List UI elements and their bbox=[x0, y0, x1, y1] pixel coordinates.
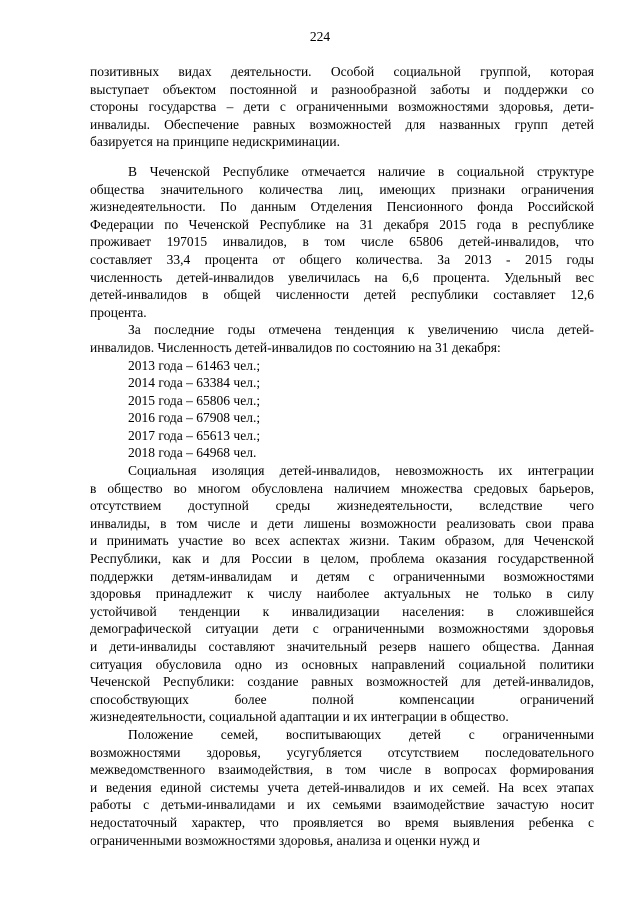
text-line: и ведения единой системы учета детей-инвалидов и их семей. На всех этапах bbox=[90, 779, 594, 795]
document-body bbox=[90, 63, 594, 849]
text-line: Республики, как и для России в целом, проблема оказания государственной bbox=[90, 551, 594, 567]
text-line: детей-инвалидов в общей численности детей республики составляет 12,6 bbox=[90, 287, 594, 303]
text-line: Чеченской Республики: создание равных возможностей для детей-инвалидов, bbox=[90, 674, 594, 690]
text-line: инвалиды. Обеспечение равных возможностей для названных групп детей bbox=[90, 116, 594, 132]
paragraph bbox=[90, 321, 594, 356]
text-line: составляет 33,4 процента от общего количества. За 2013 - 2015 годы bbox=[90, 251, 594, 267]
list-item: 2015 года – 65806 чел.; bbox=[128, 392, 261, 408]
text-line: и дети-инвалиды составляют значительный резерв нашего общества. Данная bbox=[90, 639, 594, 654]
text-line: ограниченными возможностями здоровья, анализа и оценки нужд и bbox=[90, 832, 480, 848]
text-line: поддержки детям-инвалидам и детям с ограниченными возможностями bbox=[90, 568, 594, 584]
text-line: жизнедеятельности. По данным Отделения Пенсионного фонда Российской bbox=[90, 199, 594, 215]
text-line: общества значительного количества лиц, имеющих признаки ограничения bbox=[90, 181, 594, 197]
text-line: процента. bbox=[90, 304, 147, 320]
paragraph bbox=[90, 63, 594, 151]
text-line: межведомственного взаимодействия, в том числе в вопросах формирования bbox=[90, 762, 594, 778]
text-line: Социальная изоляция детей-инвалидов, невозможность их интеграции bbox=[128, 463, 594, 479]
paragraph bbox=[90, 462, 594, 726]
text-line: стороны государства – дети с ограниченными возможностями здоровья, дети- bbox=[90, 99, 594, 115]
text-line: недостаточный характер, что проявляется во время выявления ребенка с bbox=[90, 814, 594, 830]
paragraph-gap bbox=[90, 151, 594, 163]
text-line: здоровья принадлежит к числу наиболее актуальных не только в силу bbox=[90, 586, 594, 602]
text-line: инвалиды, в том числе и дети лишены возможности реализовать свои права bbox=[90, 515, 594, 531]
text-line: жизнедеятельности, социальной адаптации и их интеграции в общество. bbox=[90, 709, 509, 725]
text-line: устойчивой тенденции к инвалидизации населения: в сложившейся bbox=[90, 603, 594, 619]
text-line: Положение семей, воспитывающих детей с ограниченными bbox=[128, 726, 594, 742]
list-item: 2018 года – 64968 чел. bbox=[128, 445, 257, 461]
list-item: 2016 года – 67908 чел.; bbox=[128, 410, 261, 426]
page-number: 224 bbox=[309, 29, 331, 44]
text-line: отсутствием доступной среды жизнедеятельности, вследствие чего bbox=[90, 498, 594, 514]
list-item: 2014 года – 63384 чел.; bbox=[128, 375, 261, 391]
text-line: выступает объектом постоянной и разнообразной заботы и поддержки со bbox=[90, 81, 594, 97]
text-line: ситуация обусловила одно из основных направлений социальной политики bbox=[90, 656, 594, 672]
paragraph bbox=[90, 163, 594, 321]
list-item: 2013 года – 61463 чел.; bbox=[128, 357, 261, 373]
text-line: За последние годы отмечена тенденция к увеличению числа детей- bbox=[128, 322, 594, 338]
text-line: проживает 197015 инвалидов, в том числе 65806 детей-инвалидов, что bbox=[90, 234, 594, 250]
text-line: работы с детьми-инвалидами и их семьями взаимодействие зачастую носит bbox=[90, 797, 594, 813]
text-line: способствующих более полной компенсации ограничений bbox=[90, 691, 594, 707]
text-line: и принимать участие во всех аспектах жизни. Таким образом, для Чеченской bbox=[90, 533, 594, 549]
paragraph bbox=[90, 726, 594, 849]
text-line: Федерации по Чеченской Республике на 31 декабря 2015 года в республике bbox=[90, 216, 594, 232]
text-line: в общество во многом обусловлена наличием множества средовых барьеров, bbox=[90, 480, 594, 496]
text-line: возможностями здоровья, усугубляется отсутствием последовательного bbox=[90, 744, 594, 760]
text-line: численность детей-инвалидов увеличилась на 6,6 процента. Удельный вес bbox=[90, 269, 594, 285]
text-line: В Чеченской Республике отмечается наличие в социальной структуре bbox=[128, 163, 594, 179]
text-line: демографической ситуации дети с ограниченными возможностями здоровья bbox=[90, 621, 594, 637]
text-line: позитивных видах деятельности. Особой социальной группой, которая bbox=[90, 64, 594, 79]
text-line: базируется на принципе недискриминации. bbox=[90, 134, 340, 150]
list-item: 2017 года – 65613 чел.; bbox=[128, 427, 261, 443]
text-line: инвалидов. Численность детей-инвалидов по состоянию на 31 декабря: bbox=[90, 339, 501, 355]
yearly-statistics-list bbox=[90, 357, 594, 463]
